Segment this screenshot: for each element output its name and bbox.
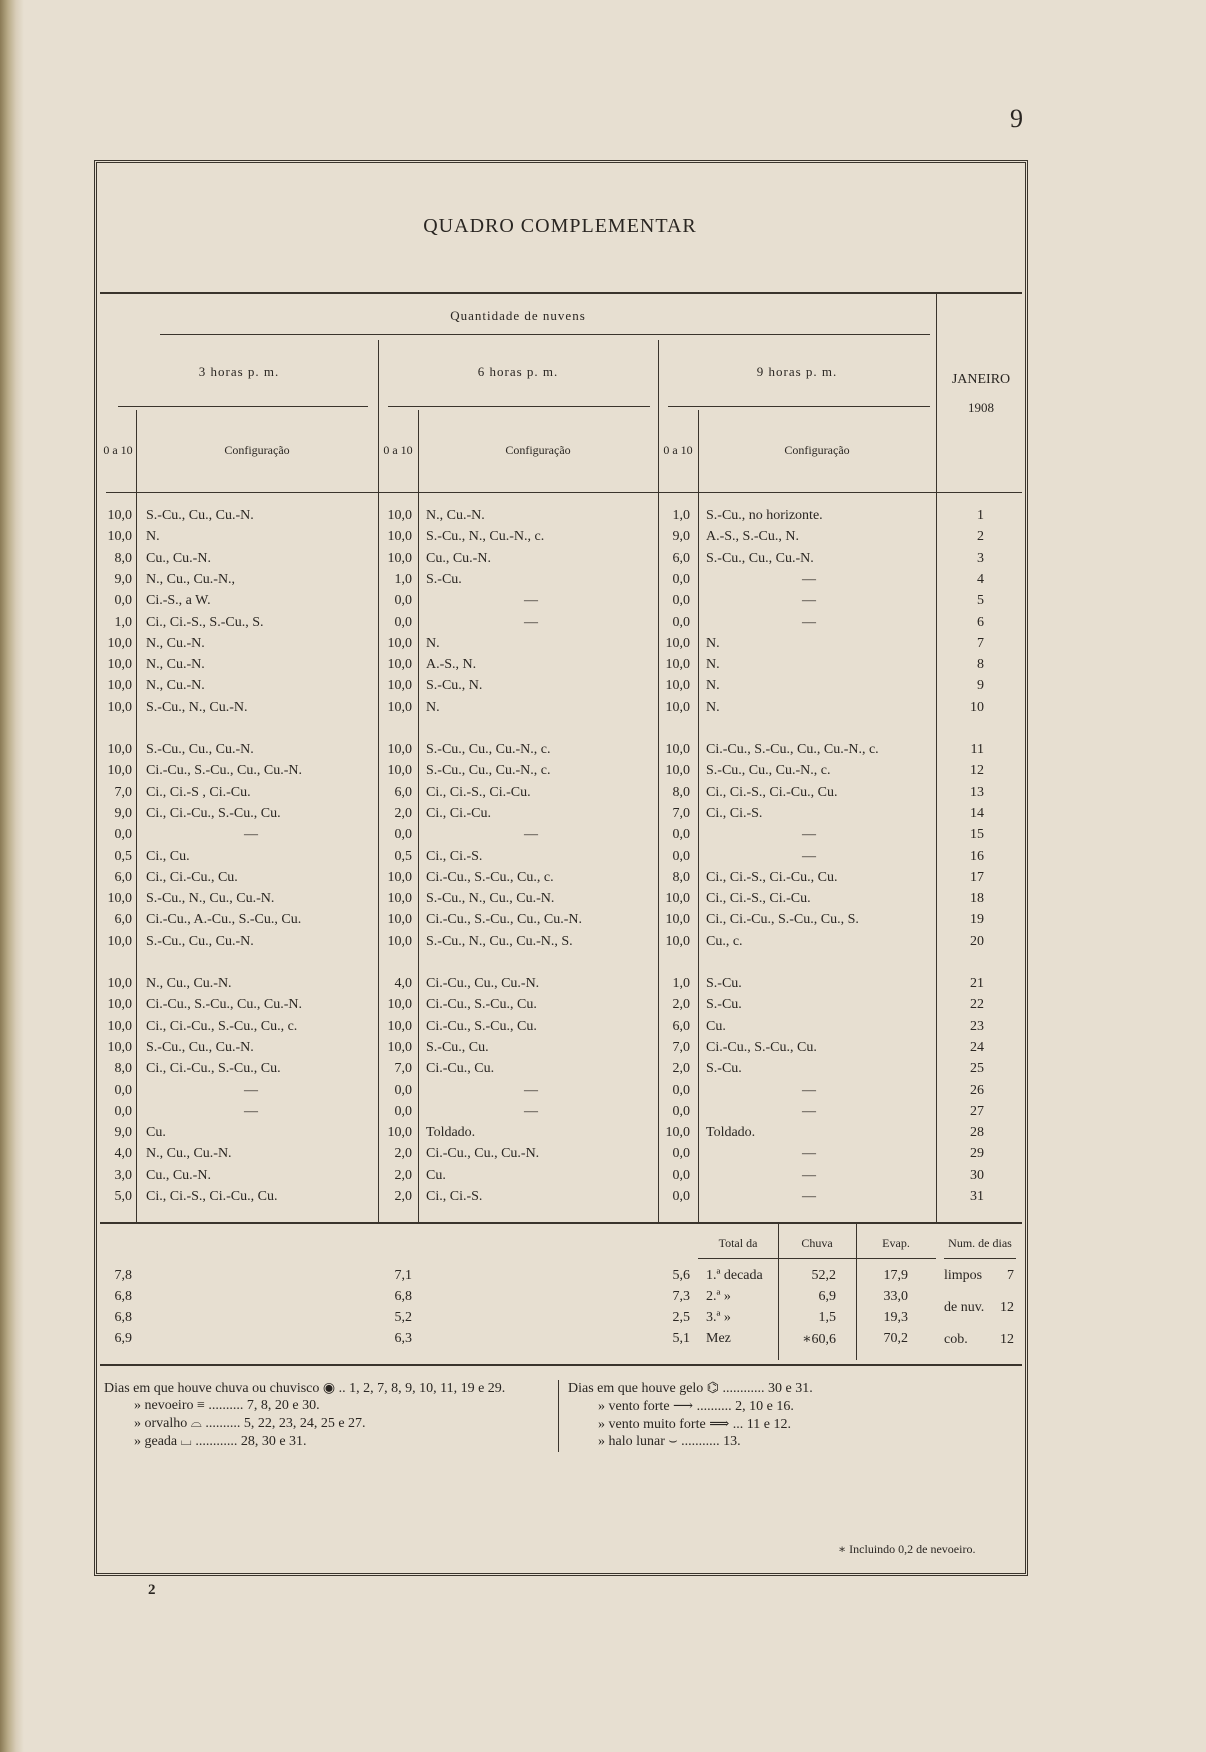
cell-day-number: 24 xyxy=(970,1039,984,1055)
cell-config-6pm: S.-Cu., Cu. xyxy=(426,1039,489,1055)
numdias-cob-label: cob. xyxy=(944,1332,968,1347)
numdias-nuv-label: de nuv. xyxy=(944,1300,985,1315)
footer-line-2: » nevoeiro ≡ .......... 7, 8, 20 e 30. xyxy=(134,1398,320,1413)
cell-amount-6pm: 10,0 xyxy=(387,1039,412,1055)
cell-config-3pm: N., Cu., Cu.-N. xyxy=(146,976,232,991)
cell-amount-3pm: 8,0 xyxy=(114,550,132,566)
cell-config-9pm: — xyxy=(802,1146,816,1162)
cell-amount-3pm: 9,0 xyxy=(114,805,132,821)
cell-day-number: 31 xyxy=(970,1189,984,1204)
total-a9: 5,1 xyxy=(672,1331,690,1346)
cell-amount-9pm: 10,0 xyxy=(665,763,690,779)
cell-day-number: 9 xyxy=(977,678,984,694)
cell-config-3pm: S.-Cu., Cu., Cu.-N. xyxy=(146,742,254,757)
cell-amount-9pm: 1,0 xyxy=(672,976,690,991)
cell-amount-6pm: 10,0 xyxy=(387,891,412,907)
cell-config-9pm: N. xyxy=(706,635,720,651)
group-header: Quantidade de nuvens xyxy=(450,308,586,323)
cell-config-3pm: Ci., Ci.-S., S.-Cu., S. xyxy=(146,614,264,630)
cell-config-3pm: Cu., Cu.-N. xyxy=(146,550,211,566)
cell-amount-9pm: 0,0 xyxy=(672,614,690,630)
subhdr-config-3: Configuração xyxy=(224,443,290,457)
cell-amount-3pm: 9,0 xyxy=(114,1125,132,1141)
total-a3: 6,9 xyxy=(114,1331,132,1346)
page-title: QUADRO COMPLEMENTAR xyxy=(423,215,697,237)
cell-config-3pm: N., Cu., Cu.-N. xyxy=(146,1146,232,1162)
cell-amount-3pm: 6,0 xyxy=(114,869,132,885)
cell-config-3pm: Ci., Ci.-Cu., S.-Cu., Cu. xyxy=(146,1061,281,1077)
cell-amount-6pm: 10,0 xyxy=(387,508,412,523)
total-label: 2.ª » xyxy=(706,1289,731,1304)
cell-config-9pm: N. xyxy=(706,657,720,673)
total-chuva: 6,9 xyxy=(818,1289,836,1304)
cell-amount-3pm: 10,0 xyxy=(107,1018,132,1034)
cell-amount-6pm: 10,0 xyxy=(387,550,412,566)
cell-amount-3pm: 3,0 xyxy=(114,1167,132,1183)
cell-config-6pm: Ci.-Cu., S.-Cu., Cu. xyxy=(426,1018,537,1034)
cell-amount-3pm: 0,0 xyxy=(114,1082,132,1098)
total-label: 3.ª » xyxy=(706,1310,731,1325)
cell-config-3pm: N. xyxy=(146,529,160,545)
subhdr-amount-9: 0 a 10 xyxy=(663,443,693,457)
cell-config-9pm: — xyxy=(802,1189,816,1204)
cell-config-6pm: — xyxy=(524,614,538,630)
numdias-limpos-value: 7 xyxy=(1007,1268,1014,1283)
cell-config-6pm: S.-Cu., N., Cu.-N., c. xyxy=(426,529,545,545)
total-a3: 6,8 xyxy=(114,1289,132,1304)
cell-day-number: 21 xyxy=(970,976,984,991)
cell-amount-3pm: 4,0 xyxy=(114,1146,132,1162)
total-a6: 5,2 xyxy=(394,1310,412,1325)
book-spine xyxy=(0,0,24,1752)
cell-amount-6pm: 10,0 xyxy=(387,869,412,885)
cell-amount-3pm: 10,0 xyxy=(107,763,132,779)
cell-amount-9pm: 7,0 xyxy=(672,1039,690,1055)
footer-line-1: Dias em que houve chuva ou chuvisco ◉ .. 1, 2, 7, 8, 9, 10, 11, 19 e 29. xyxy=(104,1381,506,1396)
cell-config-3pm: — xyxy=(244,1082,258,1098)
cell-config-6pm: S.-Cu., N., Cu., Cu.-N., S. xyxy=(426,933,573,949)
cell-day-number: 27 xyxy=(970,1103,984,1119)
total-a9: 7,3 xyxy=(672,1289,690,1304)
cell-amount-3pm: 10,0 xyxy=(107,678,132,694)
cell-amount-3pm: 7,0 xyxy=(114,784,132,800)
totals-bottom-rule xyxy=(100,1364,1022,1366)
brace-9pm xyxy=(668,406,930,407)
cell-amount-9pm: 9,0 xyxy=(672,529,690,545)
col-divider-config-6 xyxy=(418,410,419,1222)
cell-config-9pm: S.-Cu. xyxy=(706,997,742,1013)
cell-day-number: 28 xyxy=(970,1125,984,1141)
cell-config-6pm: S.-Cu., N., Cu., Cu.-N. xyxy=(426,891,555,907)
cell-amount-3pm: 9,0 xyxy=(114,571,132,587)
cell-day-number: 4 xyxy=(977,571,984,587)
col-divider-config-3 xyxy=(136,410,137,1222)
cell-config-6pm: N. xyxy=(426,635,440,651)
cell-amount-3pm: 10,0 xyxy=(107,891,132,907)
cell-config-9pm: S.-Cu., no horizonte. xyxy=(706,508,823,523)
cell-config-6pm: Toldado. xyxy=(426,1125,476,1141)
total-a9: 2,5 xyxy=(672,1310,690,1325)
cell-config-9pm: Ci., Ci.-S., Ci.-Cu. xyxy=(706,891,811,907)
total-evap: 70,2 xyxy=(883,1331,908,1346)
group-brace xyxy=(160,334,930,335)
cell-amount-9pm: 0,0 xyxy=(672,1167,690,1183)
cell-amount-6pm: 2,0 xyxy=(394,1167,412,1183)
subhdr-amount-3: 0 a 10 xyxy=(103,443,133,457)
cell-config-6pm: A.-S., N. xyxy=(426,657,477,673)
cell-amount-6pm: 10,0 xyxy=(387,1018,412,1034)
cell-amount-3pm: 1,0 xyxy=(114,614,132,630)
cell-day-number: 2 xyxy=(977,529,984,545)
total-label: Mez xyxy=(706,1331,731,1346)
cell-amount-3pm: 10,0 xyxy=(107,976,132,991)
cell-amount-6pm: 10,0 xyxy=(387,635,412,651)
cell-amount-6pm: 4,0 xyxy=(394,976,412,991)
totals-hdr-rule xyxy=(698,1258,936,1259)
time-9pm: 9 horas p. m. xyxy=(756,364,838,379)
cell-config-9pm: — xyxy=(802,1167,816,1183)
cell-config-3pm: Ci., Ci.-Cu., S.-Cu., Cu., c. xyxy=(146,1018,298,1034)
cell-config-9pm: — xyxy=(802,1103,816,1119)
cell-day-number: 10 xyxy=(970,699,984,715)
total-chuva: ∗60,6 xyxy=(801,1332,836,1347)
total-evap: 33,0 xyxy=(883,1289,908,1304)
cell-config-9pm: — xyxy=(802,1082,816,1098)
subhdr-amount-6: 0 a 10 xyxy=(383,443,413,457)
cell-amount-6pm: 10,0 xyxy=(387,742,412,757)
cell-config-6pm: Ci.-Cu., Cu., Cu.-N. xyxy=(426,976,540,991)
cell-config-3pm: S.-Cu., Cu., Cu.-N. xyxy=(146,508,254,523)
header-bottom-rule xyxy=(106,492,1022,493)
cell-config-9pm: Ci.-Cu., S.-Cu., Cu. xyxy=(706,1039,817,1055)
cell-config-3pm: Ci.-Cu., S.-Cu., Cu., Cu.-N. xyxy=(146,997,302,1013)
cell-day-number: 25 xyxy=(970,1061,984,1077)
cell-amount-9pm: 10,0 xyxy=(665,891,690,907)
cell-config-6pm: Ci., Ci.-Cu. xyxy=(426,805,491,821)
cell-amount-3pm: 0,0 xyxy=(114,1103,132,1119)
cell-amount-3pm: 5,0 xyxy=(114,1189,132,1204)
footnote: ∗ Incluindo 0,2 de nevoeiro. xyxy=(838,1542,976,1556)
cell-amount-3pm: 10,0 xyxy=(107,635,132,651)
cell-config-3pm: Ci., Ci.-Cu., Cu. xyxy=(146,869,238,885)
cell-amount-6pm: 10,0 xyxy=(387,912,412,928)
total-evap: 17,9 xyxy=(883,1268,908,1283)
cell-config-3pm: Ci., Ci.-Cu., S.-Cu., Cu. xyxy=(146,805,281,821)
cell-amount-3pm: 10,0 xyxy=(107,742,132,757)
cell-day-number: 17 xyxy=(970,869,984,885)
cell-config-6pm: Ci., Ci.-S., Ci.-Cu. xyxy=(426,784,531,800)
cell-amount-6pm: 0,0 xyxy=(394,1082,412,1098)
cell-amount-9pm: 0,0 xyxy=(672,1189,690,1204)
cell-amount-9pm: 0,0 xyxy=(672,571,690,587)
cell-config-9pm: Cu. xyxy=(706,1018,726,1034)
cell-amount-6pm: 7,0 xyxy=(394,1061,412,1077)
subhdr-config-6: Configuração xyxy=(505,443,571,457)
cell-amount-9pm: 2,0 xyxy=(672,1061,690,1077)
cell-amount-3pm: 10,0 xyxy=(107,997,132,1013)
cell-amount-6pm: 2,0 xyxy=(394,1189,412,1204)
cell-amount-6pm: 10,0 xyxy=(387,529,412,545)
cell-amount-3pm: 0,5 xyxy=(114,848,132,864)
numdias-cob-value: 12 xyxy=(1000,1332,1014,1347)
cell-config-3pm: N., Cu.-N. xyxy=(146,635,205,651)
cell-config-3pm: N., Cu., Cu.-N., xyxy=(146,571,236,587)
cell-config-9pm: Ci.-Cu., S.-Cu., Cu., Cu.-N., c. xyxy=(706,742,879,757)
total-a9: 5,6 xyxy=(672,1268,690,1283)
totals-hdr-numdias: Num. de dias xyxy=(948,1236,1012,1250)
cell-amount-9pm: 1,0 xyxy=(672,508,690,523)
cell-amount-3pm: 10,0 xyxy=(107,1039,132,1055)
cell-amount-9pm: 10,0 xyxy=(665,933,690,949)
cell-amount-6pm: 10,0 xyxy=(387,699,412,715)
cell-config-3pm: N., Cu.-N. xyxy=(146,678,205,694)
footer-number: 2 xyxy=(148,1582,156,1598)
cell-amount-3pm: 0,0 xyxy=(114,827,132,843)
totals-hdr-evap: Evap. xyxy=(882,1236,910,1250)
cell-amount-6pm: 10,0 xyxy=(387,657,412,673)
footer-line-3: » orvalho ⌓ .......... 5, 22, 23, 24, 25 e 27. xyxy=(134,1416,366,1431)
footer-line-4: » geada ⌴ ............ 28, 30 e 31. xyxy=(134,1434,307,1449)
cell-amount-9pm: 10,0 xyxy=(665,742,690,757)
footer-line-5: Dias em que houve gelo ⌬ ............ 30 e 31. xyxy=(568,1381,813,1396)
brace-6pm xyxy=(388,406,650,407)
cell-config-9pm: Toldado. xyxy=(706,1125,756,1141)
cell-amount-6pm: 2,0 xyxy=(394,1146,412,1162)
title-rule xyxy=(100,292,1022,294)
brace-3pm xyxy=(118,406,368,407)
cell-config-9pm: N. xyxy=(706,699,720,715)
cell-amount-9pm: 7,0 xyxy=(672,805,690,821)
cell-day-number: 3 xyxy=(977,550,984,566)
total-a6: 6,3 xyxy=(394,1331,412,1346)
cell-config-6pm: S.-Cu., Cu., Cu.-N., c. xyxy=(426,742,551,757)
cell-config-6pm: N., Cu.-N. xyxy=(426,508,485,523)
cell-day-number: 13 xyxy=(970,784,984,800)
cell-config-9pm: — xyxy=(802,571,816,587)
cell-day-number: 29 xyxy=(970,1146,984,1162)
cell-day-number: 30 xyxy=(970,1167,984,1183)
cell-amount-3pm: 6,0 xyxy=(114,912,132,928)
cell-amount-6pm: 2,0 xyxy=(394,805,412,821)
cell-amount-9pm: 10,0 xyxy=(665,912,690,928)
cell-day-number: 23 xyxy=(970,1018,984,1034)
cell-day-number: 19 xyxy=(970,912,984,928)
cell-config-6pm: S.-Cu. xyxy=(426,571,462,587)
cell-amount-9pm: 0,0 xyxy=(672,1146,690,1162)
cell-day-number: 11 xyxy=(970,742,984,757)
cell-day-number: 1 xyxy=(977,508,984,523)
cell-amount-3pm: 10,0 xyxy=(107,657,132,673)
cell-config-3pm: Ci.-S., a W. xyxy=(146,593,211,609)
cell-day-number: 15 xyxy=(970,827,984,843)
cell-amount-3pm: 8,0 xyxy=(114,1061,132,1077)
cell-day-number: 18 xyxy=(970,891,984,907)
cell-day-number: 5 xyxy=(977,593,984,609)
cell-config-3pm: Ci., Cu. xyxy=(146,848,190,864)
cell-config-9pm: Ci., Ci.-S., Ci.-Cu., Cu. xyxy=(706,869,838,885)
cell-amount-6pm: 0,0 xyxy=(394,1103,412,1119)
cell-amount-6pm: 10,0 xyxy=(387,1125,412,1141)
cell-amount-9pm: 0,0 xyxy=(672,827,690,843)
cell-config-6pm: S.-Cu., Cu., Cu.-N., c. xyxy=(426,763,551,779)
cell-config-6pm: N. xyxy=(426,699,440,715)
total-a3: 7,8 xyxy=(114,1268,132,1283)
cell-config-6pm: Ci., Ci.-S. xyxy=(426,848,483,864)
month-label: JANEIRO xyxy=(951,372,1011,387)
cell-config-3pm: Ci., Ci.-S., Ci.-Cu., Cu. xyxy=(146,1189,278,1204)
cell-config-6pm: Ci.-Cu., Cu. xyxy=(426,1061,495,1077)
cell-config-9pm: Cu., c. xyxy=(706,933,743,949)
cell-day-number: 6 xyxy=(977,614,984,630)
cell-amount-9pm: 0,0 xyxy=(672,1103,690,1119)
total-a6: 7,1 xyxy=(394,1268,412,1283)
cell-config-9pm: S.-Cu. xyxy=(706,976,742,991)
year-label: 1908 xyxy=(968,400,994,415)
cell-config-9pm: N. xyxy=(706,678,720,694)
numdias-limpos-label: limpos xyxy=(944,1268,983,1283)
cell-amount-9pm: 6,0 xyxy=(672,1018,690,1034)
totals-hdr-total: Total da xyxy=(718,1236,758,1250)
numdias-nuv-value: 12 xyxy=(1000,1300,1014,1315)
cell-amount-3pm: 0,0 xyxy=(114,593,132,609)
cell-day-number: 16 xyxy=(970,848,984,864)
cell-config-6pm: Ci.-Cu., S.-Cu., Cu., Cu.-N. xyxy=(426,912,582,928)
total-a3: 6,8 xyxy=(114,1310,132,1325)
cell-amount-9pm: 6,0 xyxy=(672,550,690,566)
cell-config-9pm: Ci., Ci.-S. xyxy=(706,805,763,821)
cell-config-9pm: S.-Cu., Cu., Cu.-N., c. xyxy=(706,763,831,779)
page-number: 9 xyxy=(1010,104,1023,133)
cell-amount-6pm: 10,0 xyxy=(387,763,412,779)
total-evap: 19,3 xyxy=(883,1310,908,1325)
cell-amount-9pm: 10,0 xyxy=(665,699,690,715)
cell-config-9pm: — xyxy=(802,593,816,609)
cell-config-9pm: — xyxy=(802,827,816,843)
cell-config-9pm: A.-S., S.-Cu., N. xyxy=(706,529,799,545)
cell-amount-3pm: 10,0 xyxy=(107,529,132,545)
cell-config-6pm: Cu. xyxy=(426,1167,446,1183)
cell-config-3pm: Ci.-Cu., A.-Cu., S.-Cu., Cu. xyxy=(146,912,302,928)
cell-config-3pm: — xyxy=(244,827,258,843)
total-a6: 6,8 xyxy=(394,1289,412,1304)
cell-amount-6pm: 10,0 xyxy=(387,933,412,949)
cell-amount-3pm: 10,0 xyxy=(107,699,132,715)
cell-config-3pm: S.-Cu., Cu., Cu.-N. xyxy=(146,1039,254,1055)
total-label: 1.ª decada xyxy=(706,1268,763,1283)
cell-config-6pm: Ci.-Cu., S.-Cu., Cu. xyxy=(426,997,537,1013)
cell-config-6pm: Ci.-Cu., S.-Cu., Cu., c. xyxy=(426,869,554,885)
cell-config-6pm: — xyxy=(524,1103,538,1119)
cell-amount-3pm: 10,0 xyxy=(107,933,132,949)
cell-day-number: 26 xyxy=(970,1082,984,1098)
cell-config-6pm: Cu., Cu.-N. xyxy=(426,550,491,566)
cell-config-3pm: S.-Cu., N., Cu.-N. xyxy=(146,699,248,715)
time-3pm: 3 horas p. m. xyxy=(198,364,280,379)
cell-config-3pm: N., Cu.-N. xyxy=(146,657,205,673)
cell-day-number: 14 xyxy=(970,805,984,821)
cell-config-6pm: Ci., Ci.-S. xyxy=(426,1189,483,1204)
totals-hdr-chuva: Chuva xyxy=(801,1236,833,1250)
cell-config-3pm: — xyxy=(244,1103,258,1119)
cell-amount-6pm: 10,0 xyxy=(387,997,412,1013)
body-bottom-rule xyxy=(100,1222,1022,1224)
total-chuva: 1,5 xyxy=(818,1310,836,1325)
cell-amount-9pm: 10,0 xyxy=(665,635,690,651)
footer-line-6: » vento forte ⟶ .......... 2, 10 e 16. xyxy=(598,1399,794,1414)
cell-config-9pm: Ci., Ci.-S., Ci.-Cu., Cu. xyxy=(706,784,838,800)
cell-amount-6pm: 0,0 xyxy=(394,827,412,843)
cell-amount-6pm: 10,0 xyxy=(387,678,412,694)
cell-config-6pm: — xyxy=(524,1082,538,1098)
cell-config-9pm: — xyxy=(802,614,816,630)
time-6pm: 6 horas p. m. xyxy=(477,364,559,379)
cell-amount-9pm: 0,0 xyxy=(672,593,690,609)
cell-amount-9pm: 10,0 xyxy=(665,1125,690,1141)
cell-config-3pm: S.-Cu., N., Cu., Cu.-N. xyxy=(146,891,275,907)
cell-amount-9pm: 10,0 xyxy=(665,678,690,694)
cell-config-3pm: Cu., Cu.-N. xyxy=(146,1167,211,1183)
cell-amount-9pm: 10,0 xyxy=(665,657,690,673)
cell-config-6pm: S.-Cu., N. xyxy=(426,678,483,694)
cell-config-3pm: S.-Cu., Cu., Cu.-N. xyxy=(146,933,254,949)
cell-amount-6pm: 0,0 xyxy=(394,593,412,609)
cell-day-number: 8 xyxy=(977,657,984,673)
cell-config-9pm: Ci., Ci.-Cu., S.-Cu., Cu., S. xyxy=(706,912,859,928)
cell-config-6pm: — xyxy=(524,593,538,609)
cell-day-number: 12 xyxy=(970,763,984,779)
cell-config-6pm: Ci.-Cu., Cu., Cu.-N. xyxy=(426,1146,540,1162)
cell-amount-6pm: 0,5 xyxy=(394,848,412,864)
cell-amount-6pm: 1,0 xyxy=(394,571,412,587)
numdias-brace xyxy=(944,1258,1016,1259)
cell-day-number: 7 xyxy=(977,635,984,651)
cell-amount-9pm: 8,0 xyxy=(672,869,690,885)
total-chuva: 52,2 xyxy=(811,1268,836,1283)
cell-day-number: 22 xyxy=(970,997,984,1013)
subhdr-config-9: Configuração xyxy=(784,443,850,457)
cell-amount-9pm: 2,0 xyxy=(672,997,690,1013)
cell-config-9pm: S.-Cu. xyxy=(706,1061,742,1077)
cell-amount-6pm: 6,0 xyxy=(394,784,412,800)
cell-config-9pm: S.-Cu., Cu., Cu.-N. xyxy=(706,550,814,566)
cell-day-number: 20 xyxy=(970,933,984,949)
cell-config-3pm: Cu. xyxy=(146,1125,166,1141)
cell-amount-6pm: 0,0 xyxy=(394,614,412,630)
cell-amount-9pm: 8,0 xyxy=(672,784,690,800)
footer-divider xyxy=(558,1380,559,1452)
cell-config-9pm: — xyxy=(802,848,816,864)
footer-line-7: » vento muito forte ⟹ ... 11 e 12. xyxy=(598,1417,791,1432)
cell-config-3pm: Ci.-Cu., S.-Cu., Cu., Cu.-N. xyxy=(146,763,302,779)
cell-config-3pm: Ci., Ci.-S , Ci.-Cu. xyxy=(146,784,251,800)
footer-line-8: » halo lunar ⌣ ........... 13. xyxy=(598,1434,741,1449)
cell-amount-9pm: 0,0 xyxy=(672,848,690,864)
col-divider-config-9 xyxy=(698,410,699,1222)
cell-amount-9pm: 0,0 xyxy=(672,1082,690,1098)
cell-amount-3pm: 10,0 xyxy=(107,508,132,523)
cell-config-6pm: — xyxy=(524,827,538,843)
